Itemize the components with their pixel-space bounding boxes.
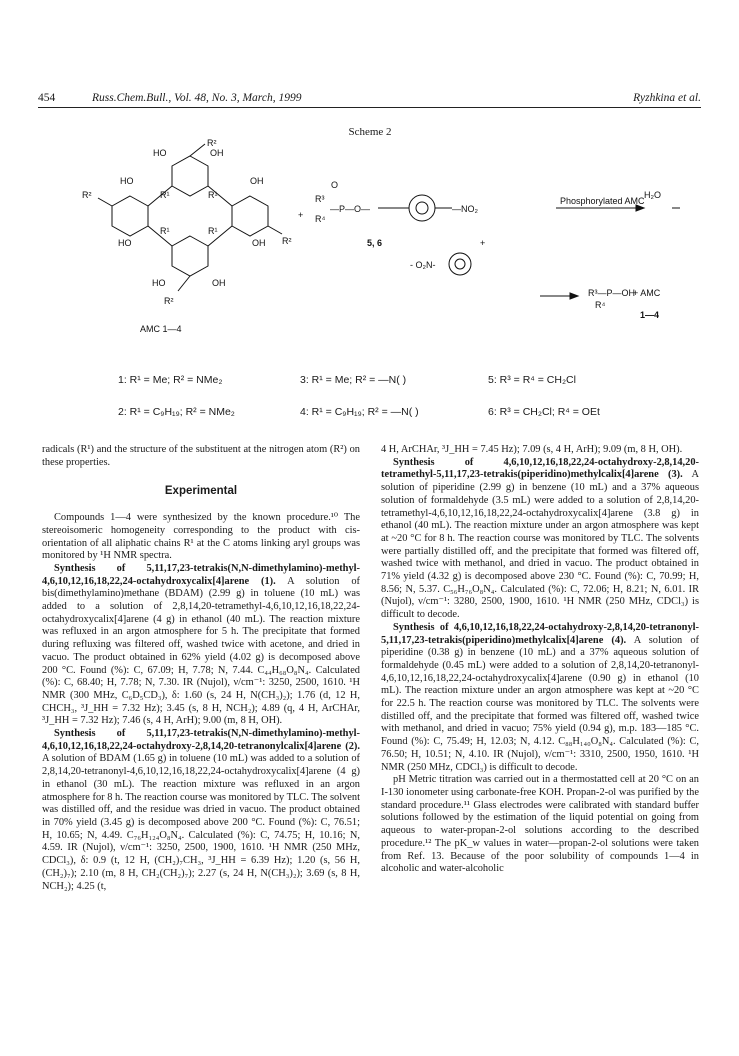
svg-text:HO: HO [120,176,134,186]
water-label: H₂O [644,190,661,200]
phosphorus-reagent [378,195,680,299]
svg-text:R⁴: R⁴ [315,214,326,224]
header-rule [38,107,701,108]
legend-entry: 1: R¹ = Me; R² = NMe₂ [118,374,223,386]
section-heading: Experimental [164,485,238,498]
svg-text:HO: HO [153,148,167,158]
svg-text:R¹: R¹ [208,226,218,236]
svg-text:OH: OH [250,176,264,186]
svg-text:OH: OH [210,148,224,158]
paragraph: A solution of BDAM (1.65 g) in toluene (10 mL) was added to a solution of 2,8,14,20-tetranonyl-4,6,10,12,16,18,22,24-octahydroxycalix[4]arene (4 g) in ethanol (30 mL). The reaction mixture was refluxed in an argon atmosphere for 8 h. The reaction course was monitored by TLC. The solvent was distilled off, and the residue was dried in vacuo. The product obtained in 70% yield (3.45 g) is decomposed above 200 °C. Found (%): C, 76.51; H, 10.65; N, 4.49. C₇₆H₁₂₄O₈N₄. Calculated (%): C, 74.75; H, 10.16; N, 4.59. IR (Nujol), ν/cm⁻¹: 3250, 2500, 1900, 1610. ¹H NMR (250 MHz, CDCl₃), δ: 0.9 (t, 12 H, (CH₂)₇CH₃, ³J_HH = 6.39 Hz); 1.20 (s, 56 H, (CH₂)₇); 2.10 (m, 8 H, CH₂(CH₂)₇); 2.27 (s, 24 H, N(CH₃)₂); 3.69 (s, 8 H, NCH₂); 4.25 (t, [42,753,360,892]
journal-citation: Russ.Chem.Bull., Vol. 48, No. 3, March, 1999 [92,92,302,104]
paragraph: radicals (R¹) and the structure of the substituent at the nitrogen atom (R²) on these properties. [42,444,360,468]
paragraph: A solution of piperidine (0.38 g) in benzene (10 mL) and a 37% aqueous solution of formaldehyde (0.45 mL) were added to a solution of 2,8,14,20-tetranonyl-4,6,10,12,16,18,22,24-octahydroxycalix[4]arene (0.90 g) in ethanol (10 mL). The reaction mixture under an argon atmosphere was kept at ~20 °C for 22.5 h. The reaction course was monitored by TLC. The solvents were distilled off, and the precipitate that formed was filtered off, washed twice with methanol, and dried in vacuo; 75% yield (0.94 g), m.p. 183—185 °C. Found (%): C, 75.49; H, 12.03; N, 4.12. C₈₈H₁₄₀O₈N₄. Calculated (%): C, 76.50; H, 10.51; N, 4.10. IR (Nujol), ν/cm⁻¹: 3310, 2500, 1950, 1610. ¹H NMR (250 MHz, CDCl₃) is difficult to decode. [381,634,699,773]
right-column [381,444,699,876]
product-label: Phosphorylated AMC [560,196,645,206]
svg-text:R¹: R¹ [160,226,170,236]
paragraph: Compounds 1—4 were synthesized by the known procedure.¹⁰ The stereoisomeric homogeneity corresponding to the product with cis-orientation of all aliphatic chains R¹ at the C atoms linking aryl groups was monitored by ¹H NMR spectra. [42,512,360,562]
svg-text:R⁴: R⁴ [595,300,606,310]
svg-text:R³: R³ [315,194,325,204]
running-authors: Ryzhkina et al. [633,92,701,104]
procedure-title: Synthesis of 5,11,17,23-tetrakis(N,N-dimethylamino)-methyl-4,6,10,12,16,18,22,24-octahydroxy-2,8,14,20-tetranonylcalix[4]arene (2). [42,728,360,752]
svg-text:—P—O—: —P—O— [330,204,371,214]
svg-text:HO: HO [152,278,166,288]
svg-text:OH: OH [252,238,266,248]
svg-text:O: O [331,180,339,190]
svg-text:R²: R² [82,190,92,200]
legend-entry: 3: R¹ = Me; R² = —N( ) [300,374,407,386]
legend-entry: 6: R³ = CH₂Cl; R⁴ = OEt [488,406,600,418]
svg-text:R¹: R¹ [208,190,218,200]
page-number: 454 [38,92,56,104]
svg-text:R³—P—OH: R³—P—OH [588,288,635,298]
reagent-label: 5, 6 [367,238,383,248]
paragraph: A solution of piperidine (2.99 g) in benzene (10 mL) and a 37% aqueous solution of formaldehyde (3.5 mL) were added to a solution of 2,8,14,20-tetramethyl-4,6,10,12,16,18,22,24-octahydroxycalix[4]arene (3.8 g) in ethanol (40 mL). The reaction mixture under an argon atmosphere was kept at ~20 °C for 8 h. The reaction course was monitored by TLC. The solvents were partially distilled off, and the precipitate that formed was filtered off, washed twice with methanol, and dried in vacuo. The product obtained in 71% yield (4.32 g) is decomposed above 230 °C. Found (%): C, 70.99; H, 8.56; N, 5.37. C₅₆H₇₆O₈N₄. Calculated (%): C, 72.06; H, 8.21; N, 6.01. IR (Nujol), ν/cm⁻¹: 3280, 2500, 1900, 1610. ¹H NMR (250 MHz, CDCl₃) is difficult to decode. [381,469,699,621]
svg-text:—NO₂: —NO₂ [452,204,478,214]
svg-text:OH: OH [212,278,226,288]
paragraph: A solution of bis(dimethylamino)methane (BDAM) (2.99 g) in toluene (10 mL) was added to a solution of 2,8,14,20-tetramethyl-4,6,10,12,16,18,22,24-octahydroxycalix[4]arene (4 g) in ethanol (40 mL). The reaction mixture was refluxed in an argon atmosphere for 5 h. The precipitate that formed during refluxing was filtered off, washed twice with acetone, and dried in vacuo. The product obtained in 62% yield (4.02 g) is decomposed above 200 °C. Found (%): C, 67.09; H, 7.78; N, 7.44. C₄₄H₆₈O₈N₄. Calculated (%): C, 68.40; H, 7.78; N, 7.30. IR (Nujol), ν/cm⁻¹: 3250, 2500, 1610. ¹H NMR (300 MHz, C₆D₅CD₃), δ: 1.60 (s, 24 H, N(CH₃)₂); 1.76 (d, 12 H, CHCH₃, ³J_HH = 7.32 Hz); 3.45 (s, 8 H, NCH₂); 4.89 (q, 4 H, ArCHAr, ³J_HH = 7.32 Hz); 7.46 (s, 4 H, ArH); 9.00 (m, 8 H, OH). [42,575,360,727]
scheme-title: Scheme 2 [348,126,392,138]
svg-text:R²: R² [282,236,292,246]
svg-text:+: + [298,210,304,220]
plus-amc-label: + AMC [633,288,661,298]
svg-text:HO: HO [118,238,132,248]
legend-entry: 2: R¹ = C₉H₁₉; R² = NMe₂ [118,406,235,418]
svg-text:R²: R² [207,138,217,148]
svg-text:R²: R² [164,296,174,306]
reaction-scheme [60,136,680,366]
procedure-title: Synthesis of 4,6,10,12,16,18,22,24-octahydroxy-2,8,14,20-tetranonyl-5,11,17,23-tetrakis(piperidino)methylcalix[4]arene (4). [381,621,699,646]
svg-text:R¹: R¹ [160,190,170,200]
macrocycle-label: AMC 1—4 [140,324,182,334]
legend-entry: 5: R³ = R⁴ = CH₂Cl [488,374,576,386]
procedure-title: Synthesis of 5,11,17,23-tetrakis(N,N-dimethylamino)-methyl-4,6,10,12,16,18,22,24-octahydroxycalix[4]arene (1). [42,562,360,587]
legend-entry: 4: R¹ = C₉H₁₉; R² = —N( ) [300,406,419,418]
left-column [42,444,360,893]
calixarene-structure [98,144,282,291]
leaving-group-label: - O₂N- [410,260,436,270]
svg-text:+: + [480,238,486,248]
final-product-label: 1—4 [640,310,660,320]
procedure-title: Synthesis of 4,6,10,12,16,18,22,24-octahydroxy-2,8,14,20-tetramethyl-5,11,17,23-tetrakis(piperidino)methylcalix[4]arene (3). [381,456,699,481]
paragraph: pH Metric titration was carried out in a thermostatted cell at 20 °C on an I-130 ionometer using carbonate-free KOH. Propan-2-ol was purified by the standard procedure.¹¹ Glass electrodes were calibrated with standard buffer solutions followed by the estimation of the liquid potential on going from aqueous to water-propan-2-ol solutions according to the described procedure.¹² The pK_w values in water—propan-2-ol solutions were taken from Ref. 13. Because of the poor solubility of compounds 1—4 in alcoholic and water-alcoholic [381,774,699,875]
running-header [38,92,701,108]
paragraph: 4 H, ArCHAr, ³J_HH = 7.45 Hz); 7.09 (s, 4 H, ArH); 9.09 (m, 8 H, OH). [381,444,683,455]
